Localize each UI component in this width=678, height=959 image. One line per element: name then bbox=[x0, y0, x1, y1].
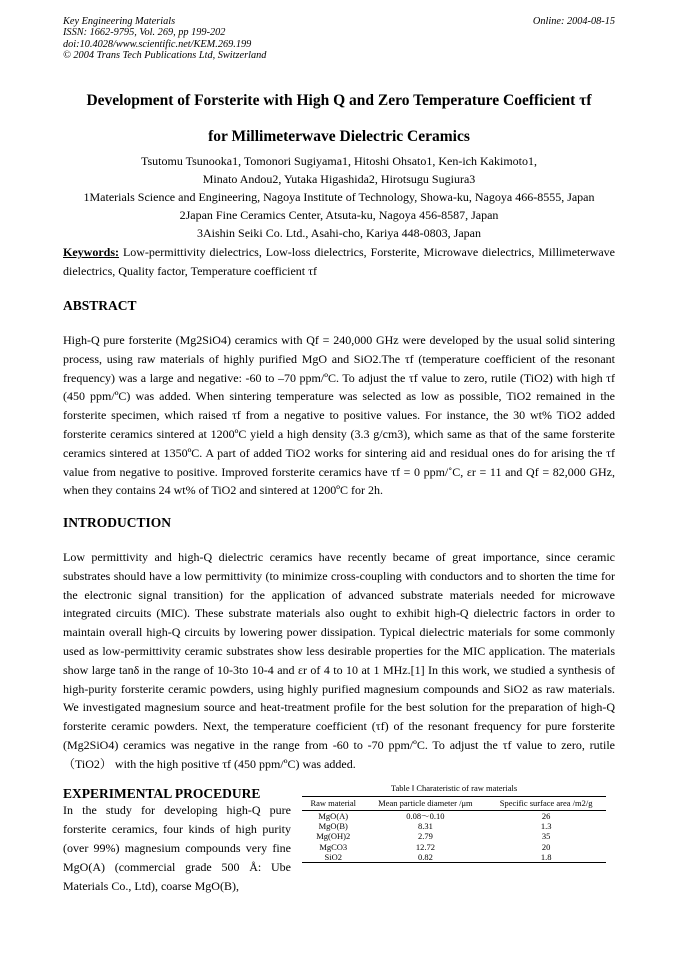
col-particle-diameter: Mean particle diameter /μm bbox=[365, 797, 487, 811]
cell: Mg(OH)2 bbox=[316, 831, 351, 842]
affiliation-2: 2Japan Fine Ceramics Center, Atsuta-ku, Nagoya 456-8587, Japan bbox=[179, 208, 499, 222]
paper-title-line2: for Millimeterwave Dielectric Ceramics bbox=[208, 128, 470, 145]
raw-materials-table bbox=[302, 783, 606, 863]
table-row bbox=[302, 831, 606, 841]
cell: MgO(B) bbox=[318, 821, 348, 832]
copyright: © 2004 Trans Tech Publications Ltd, Switzerland bbox=[63, 50, 267, 62]
cell: MgO(A) bbox=[318, 811, 349, 821]
cell: 0.08～0.10 bbox=[406, 811, 445, 821]
keywords-text: Low-permittivity dielectrics, Low-loss dielectrics, Forsterite, Microwave dielectrics, Millimeterwave dielectrics, Quality factor, Temperature coefficient τf bbox=[63, 245, 615, 278]
table-row bbox=[302, 811, 606, 822]
journal-name: Key Engineering Materials bbox=[63, 16, 176, 27]
table-row bbox=[302, 842, 606, 852]
online-date: Online: 2004-08-15 bbox=[532, 16, 615, 27]
cell: 26 bbox=[541, 811, 551, 821]
table-row bbox=[302, 852, 606, 863]
abstract-body: High-Q pure forsterite (Mg2SiO4) ceramics with Qf = 240,000 GHz were developed by the usual solid sintering process, using raw materials of highly purified MgO and SiO2.The τf (temperature coefficient of the resonant frequency) was a large and negative: -60 to –70 ppm/ºC. To adjust the τf value to zero, rutile (TiO2) with high τf (450 ppm/ºC) was added. When sintering temperature was selected as low as possible, TiO2 remained in the forsterite specimen, which raised τf from a negative to positive values. For instance, the 30 wt% TiO2 added forsterite ceramics sintered at 1200ºC yield a high density (3.3 g/cm3), which same as that of the same forsterite ceramics sintered at 1350ºC. A part of added TiO2 works for sintering aid and residual ones do for arising the τf value from negative to positive. Improved forsterite ceramics have τf = 0 ppm/˚C, εr = 11 and Qf = 82,000 GHz, when they contains 24 wt% of TiO2 and sintered at 1200ºC for 2h. bbox=[63, 333, 615, 498]
table-row bbox=[302, 821, 606, 831]
introduction-body: Low permittivity and high-Q dielectric ceramics have recently became of great importance, since ceramic substrates should have a low permittivity (to minimize cross-coupling with conductors and to shorten the time for the electronic signal transition) for the application of advanced substrate materials needed for microwave integrated circuits (MIC). These substrate materials also ought to exhibit high-Q dielectric factors in order to maintain overall high-Q circuits by lowering power dissipation. Typical dielectric materials for some commonly used as low-permittivity ceramic substrates show less desirable properties for the MIC application. The materials show large tanδ in the range of 10-3to 10-4 and εr of 4 to 10 at 1 MHz.[1] In this work, we studied a synthesis of high-purity forsterite ceramic powders, using highly purified magnesium compounds and SiO2 as raw materials. We investigated magnesium source and heat-treatment profile for the best solution for the preparation of high-Q forsterite ceramic powders. Next, the temperature coefficient (τf) of the resonant frequency for pure forsterite (Mg2SiO4) ceramics was negative in the range from -60 to -70 ppm/ºC. To adjust the τf value to zero, rutile（TiO2） with the high positive τf (450 ppm/ºC) was added. bbox=[63, 550, 615, 771]
issn: ISSN: 1662-9795, Vol. 269, pp 199-202 bbox=[63, 27, 226, 39]
table-caption: Table Ⅰ Charateristic of raw materials bbox=[390, 783, 518, 793]
doi[interactable]: doi:10.4028/www.scientific.net/KEM.269.199 bbox=[63, 38, 252, 50]
cell: 12.72 bbox=[415, 841, 435, 852]
cell: 1.3 bbox=[540, 821, 552, 832]
experimental-heading: EXPERIMENTAL PROCEDURE bbox=[63, 786, 261, 801]
affiliations bbox=[63, 188, 615, 242]
cell: MgCO3 bbox=[319, 841, 348, 852]
journal-header bbox=[63, 16, 266, 62]
table-header-row bbox=[302, 797, 606, 811]
paper-title-line1: Development of Forsterite with High Q and Zero Temperature Coefficient τf bbox=[86, 92, 592, 109]
keywords-label: Keywords: bbox=[63, 245, 119, 259]
cell: 35 bbox=[541, 831, 551, 842]
cell: SiO2 bbox=[324, 851, 342, 862]
table bbox=[302, 796, 606, 863]
cell: 2.79 bbox=[417, 831, 433, 842]
authors-line1: Tsutomu Tsunooka1, Tomonori Sugiyama1, Hitoshi Ohsato1, Ken-ich Kakimoto1, bbox=[140, 154, 537, 168]
col-surface-area: Specific surface area /m2/g bbox=[486, 797, 606, 811]
affiliation-3: 3Aishin Seiki Co. Ltd., Asahi-cho, Kariya 448-0803, Japan bbox=[197, 226, 481, 240]
keywords bbox=[63, 243, 615, 281]
abstract-heading: ABSTRACT bbox=[63, 298, 137, 313]
cell: 1.8 bbox=[540, 851, 552, 862]
introduction-heading: INTRODUCTION bbox=[63, 515, 172, 530]
authors-line2: Minato Andou2, Yutaka Higashida2, Hirotsugu Sugiura3 bbox=[202, 172, 476, 186]
experimental-body: In the study for developing high-Q pure forsterite ceramics, four kinds of high purity (over 99%) magnesium compounds very fine MgO(A) (commercial grade 500 Å: Ube Materials Co., Ltd), coarse MgO(B), bbox=[63, 803, 291, 893]
cell: 0.82 bbox=[417, 851, 433, 862]
cell: 20 bbox=[541, 841, 551, 852]
affiliation-1: 1Materials Science and Engineering, Nagoya Institute of Technology, Showa-ku, Nagoya 466-8555, Japan bbox=[83, 190, 595, 204]
author-list bbox=[63, 152, 615, 188]
col-raw-material: Raw material bbox=[302, 797, 365, 811]
cell: 8.31 bbox=[417, 821, 433, 832]
